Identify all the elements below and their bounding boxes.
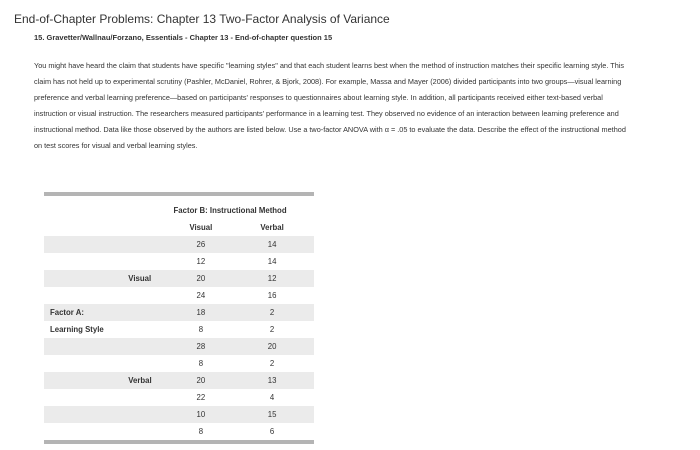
table-row <box>44 423 314 440</box>
table-row <box>44 236 314 253</box>
cell-verbal: 12 <box>230 270 314 287</box>
table-row <box>44 253 314 270</box>
table-row <box>44 406 314 423</box>
cell-visual: 8 <box>198 359 204 368</box>
cell-visual: 8 <box>198 325 204 334</box>
cell-verbal: 4 <box>269 393 275 402</box>
question-paragraph: You might have heard the claim that students have specific "learning styles" and that each student learns best when the method of instruction matches their specific learning style. This claim has not held up to experimental scrutiny (Pashler, McDaniel, Rohrer, & Bjork, 2008). For example, Massa and Mayer (2006) divided participants into two groups—visual learning preference and verbal learning preference—based on participants' responses to questionnaires about learning style. In addition, all participants received either text-based verbal instruction or visual instruction. The researchers measured participants' performance in a learning test. They observed no evidence of an interaction between learning preference and instructional method. Data like those observed by the authors are listed below. Use a two-factor ANOVA with α = .05 to evaluate the data. Describe the effect of the instructional method on test scores for visual and verbal learning styles. <box>34 61 626 151</box>
cell-verbal: 2 <box>269 359 275 368</box>
table-row <box>44 321 314 338</box>
level-visual: Visual <box>128 270 171 287</box>
table-row <box>44 338 314 355</box>
cell-visual: 22 <box>196 393 206 402</box>
cell-verbal: 20 <box>230 338 314 355</box>
cell-verbal: 2 <box>230 304 314 321</box>
table-row <box>44 270 314 287</box>
factor-b-label: Factor B: Instructional Method <box>173 206 287 215</box>
cell-visual: 10 <box>172 406 231 423</box>
page-title: End-of-Chapter Problems: Chapter 13 Two-Factor Analysis of Variance <box>14 12 390 26</box>
table-row <box>44 372 314 389</box>
cell-verbal: 16 <box>267 291 277 300</box>
cell-visual: 24 <box>196 291 206 300</box>
cell-verbal: 15 <box>230 406 314 423</box>
col-header-verbal: Verbal <box>260 223 284 232</box>
cell-verbal: 6 <box>269 427 275 436</box>
factor-a-sublabel: Learning Style <box>50 325 104 334</box>
cell-verbal: 2 <box>269 325 275 334</box>
cell-verbal: 14 <box>267 257 277 266</box>
table-bottom-rule <box>44 440 314 444</box>
cell-verbal: 14 <box>230 236 314 253</box>
cell-visual: 8 <box>198 427 204 436</box>
level-verbal: Verbal <box>128 372 171 389</box>
question-header: 15. Gravetter/Wallnau/Forzano, Essentials - Chapter 13 - End-of-chapter question 15 <box>34 33 333 42</box>
cell-visual: 12 <box>196 257 206 266</box>
factor-a-label: Factor A: <box>44 304 128 321</box>
table-row <box>44 389 314 406</box>
data-table <box>44 192 314 444</box>
table-row <box>44 304 314 321</box>
col-header-visual: Visual <box>189 223 213 232</box>
cell-visual: 20 <box>172 372 231 389</box>
table-row <box>44 287 314 304</box>
table-row <box>44 355 314 372</box>
cell-visual: 20 <box>172 270 231 287</box>
cell-visual: 26 <box>172 236 231 253</box>
cell-visual: 18 <box>172 304 231 321</box>
cell-verbal: 13 <box>230 372 314 389</box>
cell-visual: 28 <box>172 338 231 355</box>
